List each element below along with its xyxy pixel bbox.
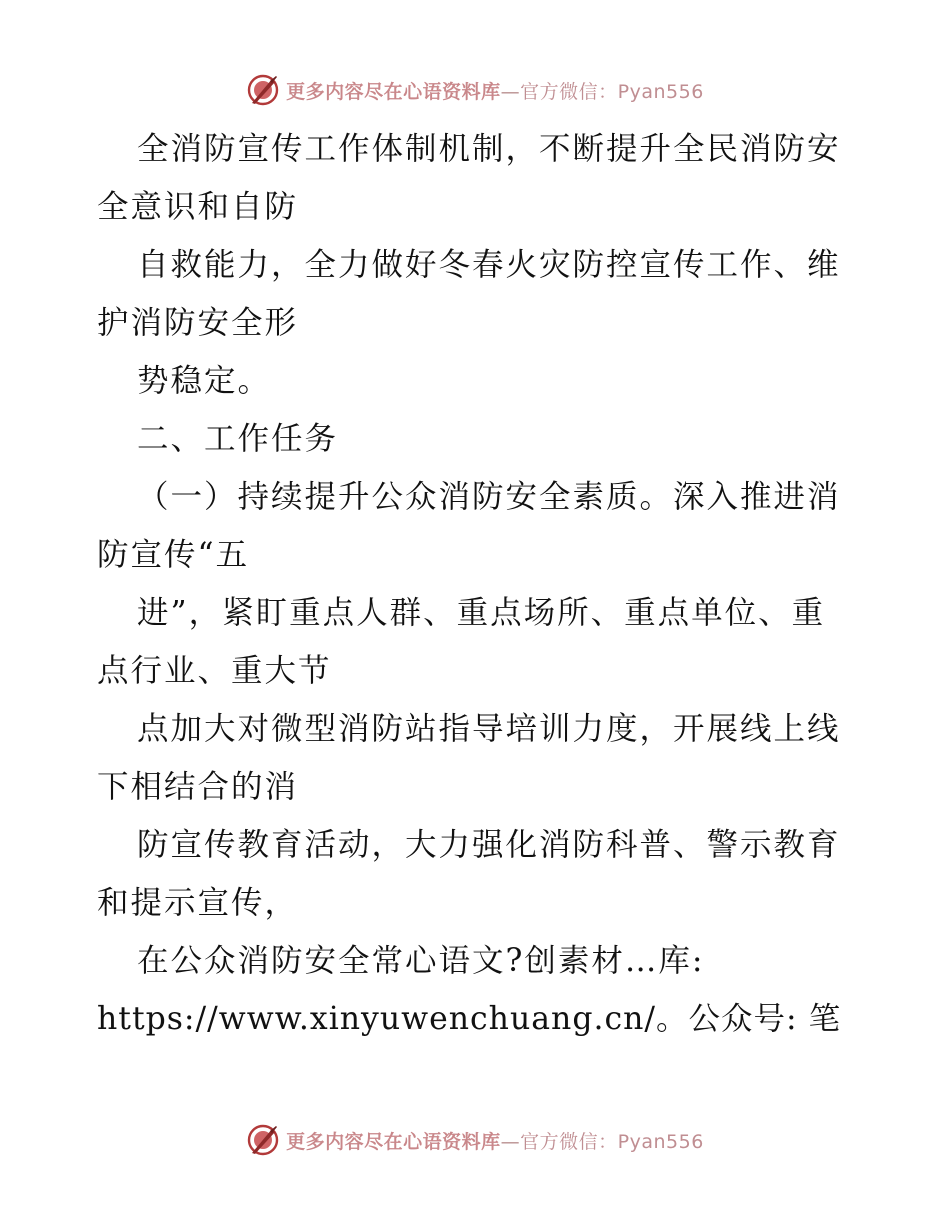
text-line: （一）持续提升公众消防安全素质。深入推进消 <box>137 479 841 515</box>
footer-banner <box>0 1120 950 1160</box>
text-line: 防宣传“五 <box>97 537 250 573</box>
text-line: 和提示宣传， <box>97 885 299 921</box>
text-line: 在公众消防安全常心语文?创素材…库: <box>137 943 705 979</box>
text-line: 全消防宣传工作体制机制，不断提升全民消防安 <box>137 131 841 167</box>
banner-main-text: 更多内容尽在心语资料库 <box>286 1130 501 1153</box>
text-line: 防宣传教育活动，大力强化消防科普、警示教育 <box>137 827 841 863</box>
document-body <box>97 120 857 1048</box>
text-line: 点加大对微型消防站指导培训力度，开展线上线 <box>137 711 841 747</box>
quill-pen-seal-icon <box>246 73 280 107</box>
banner-text <box>286 77 704 104</box>
text-line: 下相结合的消 <box>97 769 299 805</box>
header-banner <box>0 70 950 110</box>
text-line: 自救能力，全力做好冬春火灾防控宣传工作、维 <box>137 247 841 283</box>
text-line: 进”，紧盯重点人群、重点场所、重点单位、重 <box>137 595 826 631</box>
text-line: 二、工作任务 <box>137 421 339 457</box>
text-line: 点行业、重大节 <box>97 653 332 689</box>
banner-wechat-text: 官方微信：Pyan556 <box>520 1130 704 1153</box>
banner-separator: — <box>500 80 521 103</box>
banner-separator: — <box>500 1130 521 1153</box>
text-line: https://www.xinyuwenchuang.cn/。公众号: 笔 <box>97 1001 842 1037</box>
banner-wechat-text: 官方微信：Pyan556 <box>520 80 704 103</box>
text-line: 全意识和自防 <box>97 189 299 225</box>
banner-text <box>286 1127 704 1154</box>
text-line: 护消防安全形 <box>97 305 299 341</box>
banner-main-text: 更多内容尽在心语资料库 <box>286 80 501 103</box>
text-line: 势稳定。 <box>137 363 272 399</box>
quill-pen-seal-icon <box>246 1123 280 1157</box>
